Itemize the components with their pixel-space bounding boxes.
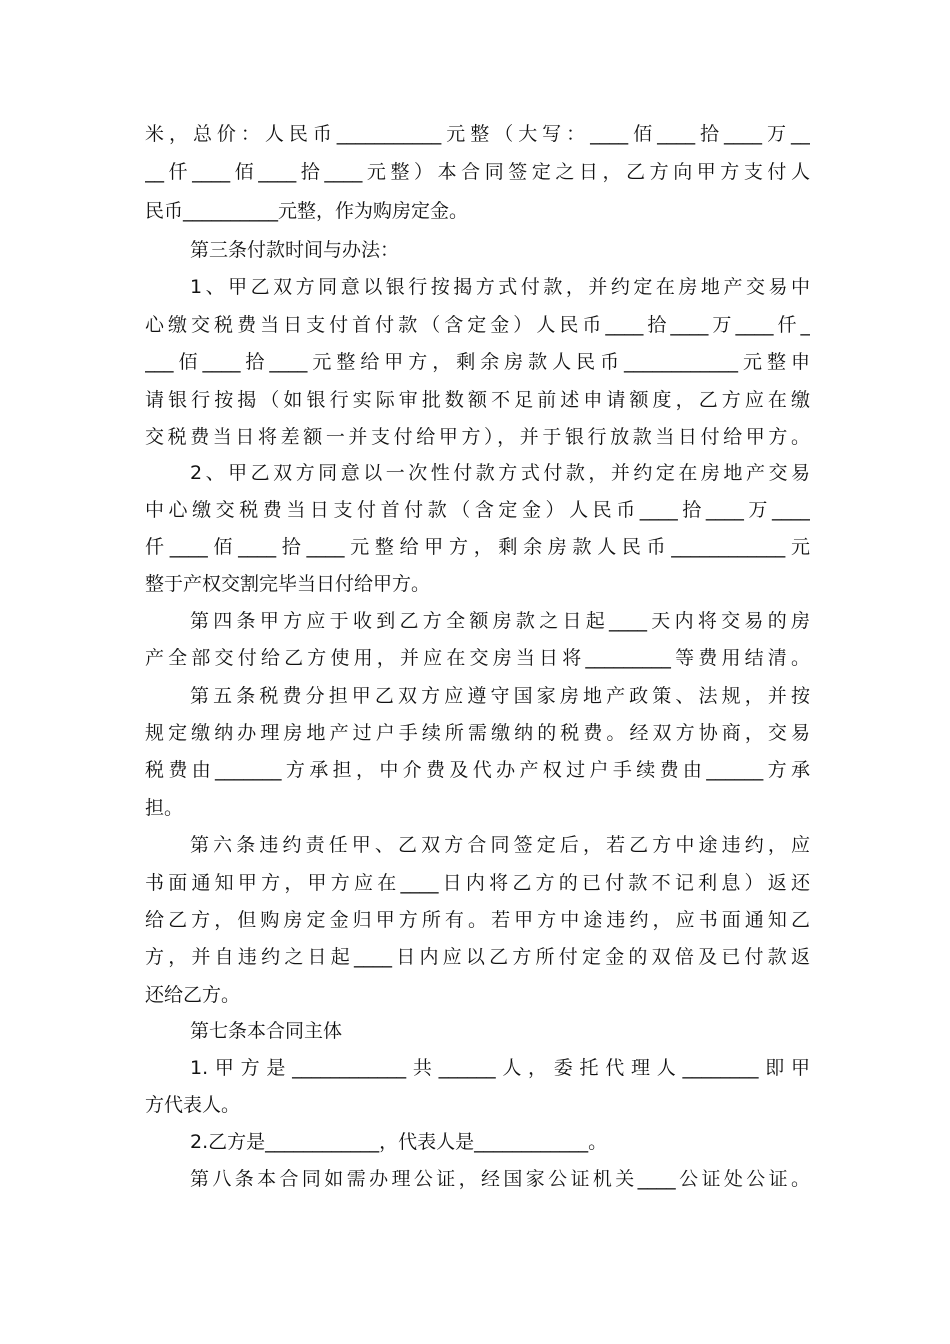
text-line: __仟____佰____拾____元整）本合同签定之日，乙方向甲方支付人 [145,161,810,183]
text-line: 请银行按揭（如银行实际审批数额不足前述申请额度，乙方应在缴 [145,389,810,411]
text-line: 心缴交税费当日支付首付款（含定金）人民币____拾____万____仟_ [145,314,810,336]
text-line: 仟____佰____拾____元整给甲方，剩余房款人民币____________元 [145,536,810,558]
text-line: 还给乙方。 [145,984,241,1006]
text-line: 2.乙方是____________，代表人是____________。 [190,1131,608,1153]
text-line: 第八条本合同如需办理公证，经国家公证机关____公证处公证。 [190,1168,810,1190]
text-line: 方代表人。 [145,1094,241,1116]
text-line: 给乙方，但购房定金归甲方所有。若甲方中途违约，应书面通知乙 [145,909,810,931]
text-line: 民币__________元整，作为购房定金。 [145,200,469,222]
text-line: 中心缴交税费当日支付首付款（含定金）人民币____拾____万____ [145,499,810,521]
text-line: 担。 [145,797,184,819]
section-heading: 第三条付款时间与办法： [190,239,400,261]
text-line: 1.甲方是____________共______人，委托代理人________即甲 [190,1057,810,1079]
text-line: 整于产权交割完毕当日付给甲方。 [145,573,431,595]
text-line: 第四条甲方应于收到乙方全额房款之日起____天内将交易的房 [190,610,810,632]
text-line: 米，总价：人民币___________元整（大写：____佰____拾____万__ [145,123,810,145]
text-line: ___佰____拾____元整给甲方，剩余房款人民币____________元整申 [145,351,810,373]
text-line: 1、甲乙双方同意以银行按揭方式付款，并约定在房地产交易中 [190,276,810,298]
section-heading: 第七条本合同主体 [190,1020,343,1042]
text-line: 产全部交付给乙方使用，并应在交房当日将_________等费用结清。 [145,647,810,669]
text-line: 方，并自违约之日起____日内应以乙方所付定金的双倍及已付款返 [145,946,810,968]
text-line: 规定缴纳办理房地产过户手续所需缴纳的税费。经双方协商，交易 [145,722,810,744]
text-line: 2、甲乙双方同意以一次性付款方式付款，并约定在房地产交易 [190,462,810,484]
text-line: 第六条违约责任甲、乙双方合同签定后，若乙方中途违约，应 [190,834,810,856]
text-line: 第五条税费分担甲乙双方应遵守国家房地产政策、法规，并按 [190,685,810,707]
text-line: 交税费当日将差额一并支付给甲方），并于银行放款当日付给甲方。 [145,426,810,448]
text-line: 税费由_______方承担，中介费及代办产权过户手续费由______方承 [145,759,810,781]
text-line: 书面通知甲方，甲方应在____日内将乙方的已付款不记利息）返还 [145,872,810,894]
